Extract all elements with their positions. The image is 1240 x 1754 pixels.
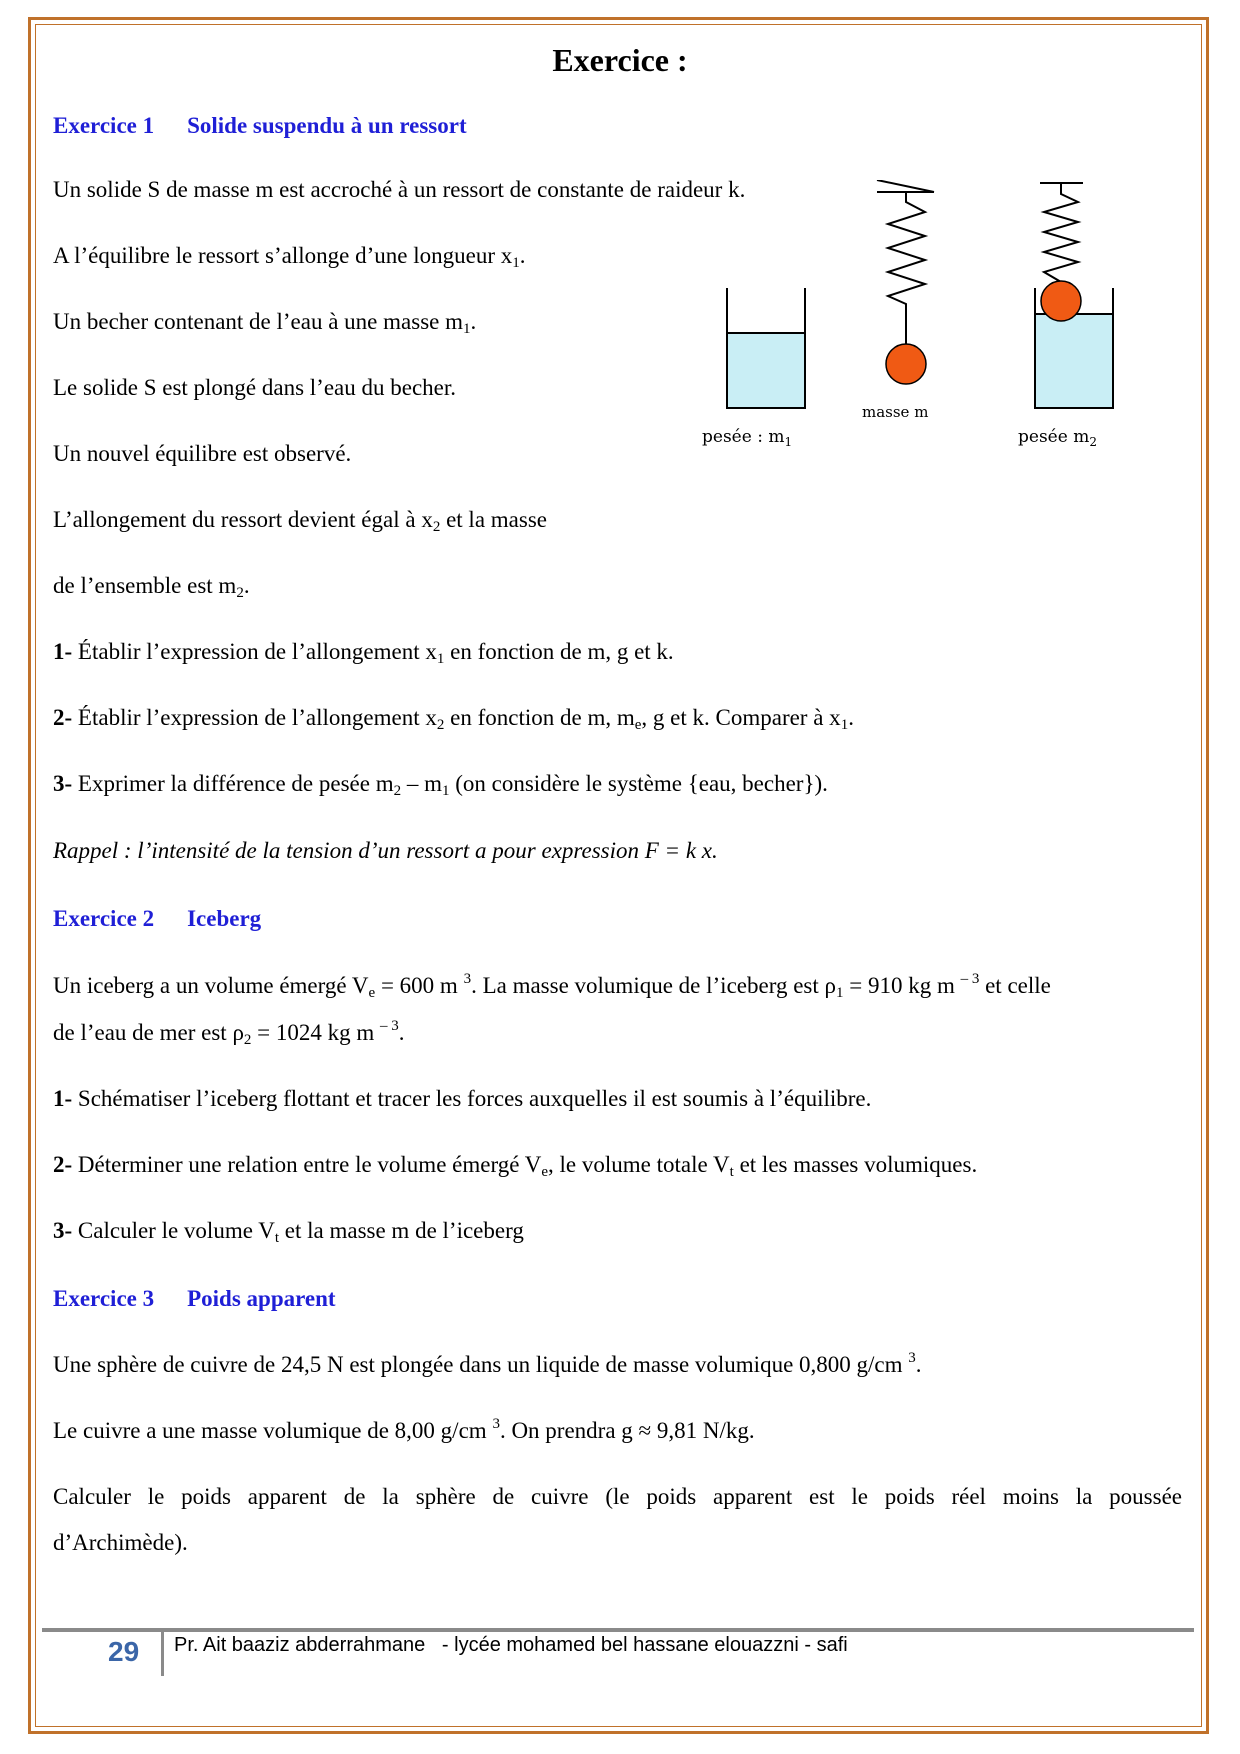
ex2-question-1: 1- Schématiser l’iceberg flottant et tracer les forces auxquelles il est soumis à l’équilibre. [53,1086,872,1111]
label-masse-m: masse m [862,403,929,421]
ex1-paragraph-5: Un nouvel équilibre est observé. [53,441,352,466]
beaker-1 [727,288,805,408]
exercise-1-number: Exercice 1 [53,113,155,138]
exercise-1-name: Solide suspendu à un ressort [187,113,467,138]
label-pesee-2: pesée $m_2$ [1018,427,1097,449]
ex3-paragraph-2: Le cuivre a une masse volumique de 8,00 g/cm $^3$. On prendra g ≈ 9,81 N/kg. [53,1416,755,1443]
ex1-paragraph-3: Un becher contenant de l’eau à une masse $m_1$. [53,309,477,337]
beaker-2-water [1035,314,1113,408]
exercise-1-heading [53,111,467,141]
ex3-paragraph-4: d’Archimède). [53,1530,188,1555]
exercise-2-number: Exercice 2 [53,906,155,931]
footer-separator [161,1632,164,1676]
exercise-3-number: Exercice 3 [53,1286,155,1311]
page-title: Exercice : [552,42,688,78]
ex3-paragraph-3: Calculer le poids apparent de la sphère de cuivre (le poids apparent est le poids réel moins la poussée [53,1484,1182,1509]
spring-with-mass [877,180,934,384]
ex1-rappel: Rappel : l’intensité de la tension d’un ressort a pour expression F = k x. [53,838,718,863]
label-pesee-1: pesée : $m_1$ [702,427,793,449]
ex1-paragraph-4: Le solide S est plongé dans l’eau du becher. [53,375,457,400]
immersed-mass-ball [1041,281,1081,321]
ex2-question-3: 3- Calculer le volume $V_t$ et la masse m de l’iceberg [53,1218,524,1246]
ex2-paragraph-2: de l’eau de mer est $\rho_2 = 1024$ kg m $^{- 3}$. [53,1018,405,1048]
page-number: 29 [108,1636,140,1667]
ex1-question-1: 1- Établir l’expression de l’allongement $x_1$ en fonction de m, g et k. [53,639,674,667]
mass-ball [886,344,926,384]
exercise-2-heading [53,904,261,934]
ex1-paragraph-1: Un solide S de masse m est accroché à un ressort de constante de raideur k. [53,177,746,202]
ex3-paragraph-1: Une sphère de cuivre de 24,5 N est plongée dans un liquide de masse volumique 0,800 g/cm $^3$. [53,1350,922,1377]
exercise-3-heading [53,1284,336,1314]
ex1-question-3: 3- Exprimer la différence de pesée $m_2 - m_1$ (on considère le système {eau, becher}). [53,771,828,799]
ex1-question-2: 2- Établir l’expression de l’allongement $x_2$ en fonction de m, $m_e$, g et k. Comparer à $x_1$. [53,705,854,733]
ex1-paragraph-2: A l’équilibre le ressort s’allonge d’une longueur $x_1$. [53,243,526,271]
ex1-paragraph-7: de l’ensemble est $m_2$. [53,573,250,601]
ex2-paragraph-1: Un iceberg a un volume émergé $V_e = 600$ m $^3$. La masse volumique de l’iceberg est $\rho_1 = 910$ kg m $^{- 3}$ et celle [53,971,1051,1001]
footer-author: Pr. Ait baaziz abderrahmane - lycée mohamed bel hassane elouazzni - safi [174,1634,848,1656]
beaker-1-water [727,333,805,408]
exercise-3-name: Poids apparent [187,1286,336,1311]
ex2-question-2: 2- Déterminer une relation entre le volume émergé $V_e$, le volume totale $V_t$ et les masses volumiques. [53,1152,978,1180]
ex1-paragraph-6: L’allongement du ressort devient égal à $x_2$ et la masse [53,507,547,535]
exercise-2-name: Iceberg [187,906,262,931]
footer-divider [42,1628,1194,1632]
spring-beaker-figure [690,180,1130,470]
beaker-2 [1035,183,1113,408]
